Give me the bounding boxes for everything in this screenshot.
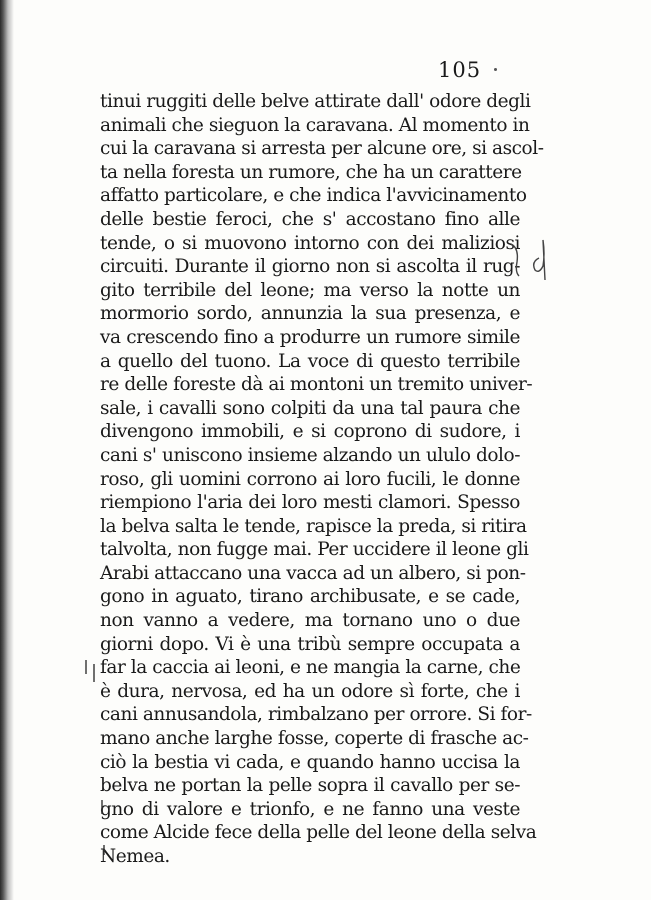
text-line xyxy=(100,90,531,114)
text-line xyxy=(100,302,520,326)
text-line xyxy=(100,373,533,397)
text-line xyxy=(100,515,527,539)
text-line-content: belva ne portan la pelle sopra il cavallo per se- xyxy=(100,775,520,797)
text-line xyxy=(100,562,526,586)
text-line-content: Nemea. xyxy=(100,846,170,867)
text-line xyxy=(100,821,537,845)
margin-tick-marks xyxy=(82,656,100,686)
text-line-content: ciò la bestia vi cada, e quando hanno uccisa la xyxy=(100,751,520,773)
text-line xyxy=(100,255,520,279)
text-line-content: circuiti. Durante il giorno non si ascolta il rug- xyxy=(100,256,520,278)
text-line-content: gno di valore e trionfo, e ne fanno una veste xyxy=(100,798,520,820)
margin-tick-mark xyxy=(102,845,106,855)
text-line xyxy=(100,751,520,775)
text-line-content: cani annusandola, rimbalzano per orrore. Si for- xyxy=(100,704,532,726)
text-line-content: riempiono l'aria dei loro mesti clamori. Spesso xyxy=(100,492,520,514)
pencil-bracket-mark xyxy=(505,236,555,286)
text-line xyxy=(100,491,520,515)
text-line xyxy=(100,585,520,609)
text-line xyxy=(100,208,520,232)
text-line-content: roso, gli uomini corrono ai loro fucili, le donne xyxy=(100,468,520,490)
text-line xyxy=(100,774,520,798)
text-line-content: affatto particolare, e che indica l'avvicinamento xyxy=(100,185,527,207)
text-line-content: non vanno a vedere, ma tornano uno o due xyxy=(100,610,520,632)
text-line xyxy=(100,845,520,869)
text-line xyxy=(100,633,520,657)
text-line xyxy=(100,609,520,633)
text-line xyxy=(100,727,529,751)
text-line-content: la belva salta le tende, rapisce la preda, si ritira xyxy=(100,515,527,537)
text-line-content: far la caccia ai leoni, e ne mangia la carne, che xyxy=(100,657,521,679)
text-line xyxy=(100,798,520,822)
text-line-content: a quello del tuono. La voce di questo terribile xyxy=(100,350,520,372)
spine-shadow xyxy=(0,0,14,900)
text-line-content: divengono immobili, e si coprono di sudore, i xyxy=(100,421,520,443)
text-line xyxy=(100,680,520,704)
text-line xyxy=(100,656,520,680)
text-line-content: giorni dopo. Vi è una tribù sempre occupata a xyxy=(100,633,520,655)
text-line-content: delle bestie feroci, che s' accostano fino alle xyxy=(100,208,520,230)
text-line xyxy=(100,703,532,727)
text-line xyxy=(100,444,520,468)
text-line xyxy=(100,114,530,138)
text-line xyxy=(100,137,544,161)
text-line xyxy=(100,326,520,350)
text-line-content: cui la caravana si arresta per alcune ore, si ascol- xyxy=(100,138,544,160)
text-line xyxy=(100,397,520,421)
text-line-content: talvolta, non fugge mai. Per uccidere il leone gli xyxy=(100,539,529,561)
text-line-content: va crescendo fino a produrre un rumore simile xyxy=(100,326,520,348)
text-line-content: animali che sieguon la caravana. Al momento in xyxy=(100,114,530,136)
text-line-content: gito terribile del leone; ma verso la notte un xyxy=(100,279,520,301)
text-line-content: gono in aguato, tirano archibusate, e se cade, xyxy=(100,586,520,608)
text-line-content: mormorio sordo, annunzia la sua presenza, e xyxy=(100,303,520,325)
text-line-content: è dura, nervosa, ed ha un odore sì forte, che i xyxy=(100,680,520,702)
text-line xyxy=(100,161,520,185)
text-line xyxy=(100,538,529,562)
text-line-content: mano anche larghe fosse, coperte di frasche ac- xyxy=(100,728,529,750)
text-line-content: tinui ruggiti delle belve attirate dall' odore degli xyxy=(100,91,531,112)
margin-tick-mark xyxy=(100,800,104,814)
ink-speck xyxy=(494,68,497,71)
text-line xyxy=(100,468,520,492)
text-line-content: ta nella foresta un rumore, che ha un carattere xyxy=(100,161,522,183)
text-line-content: sale, i cavalli sono colpiti da una tal paura che xyxy=(100,397,520,419)
text-line-content: cani s' uniscono insieme alzando un ululo dolo- xyxy=(100,444,520,466)
text-line-content: Arabi attaccano una vacca ad un albero, si pon- xyxy=(100,562,526,584)
body-text xyxy=(100,90,544,869)
text-line-content: come Alcide fece della pelle del leone della selva xyxy=(100,822,537,844)
text-line xyxy=(100,184,527,208)
text-line xyxy=(100,420,520,444)
text-line xyxy=(100,232,520,256)
text-line xyxy=(100,350,520,374)
text-line-content: tende, o si muovono intorno con dei maliziosi xyxy=(100,232,520,254)
page-number: 105 xyxy=(438,58,482,82)
text-line-content: re delle foreste dà ai montoni un tremito univer- xyxy=(100,374,533,396)
text-line xyxy=(100,279,520,303)
